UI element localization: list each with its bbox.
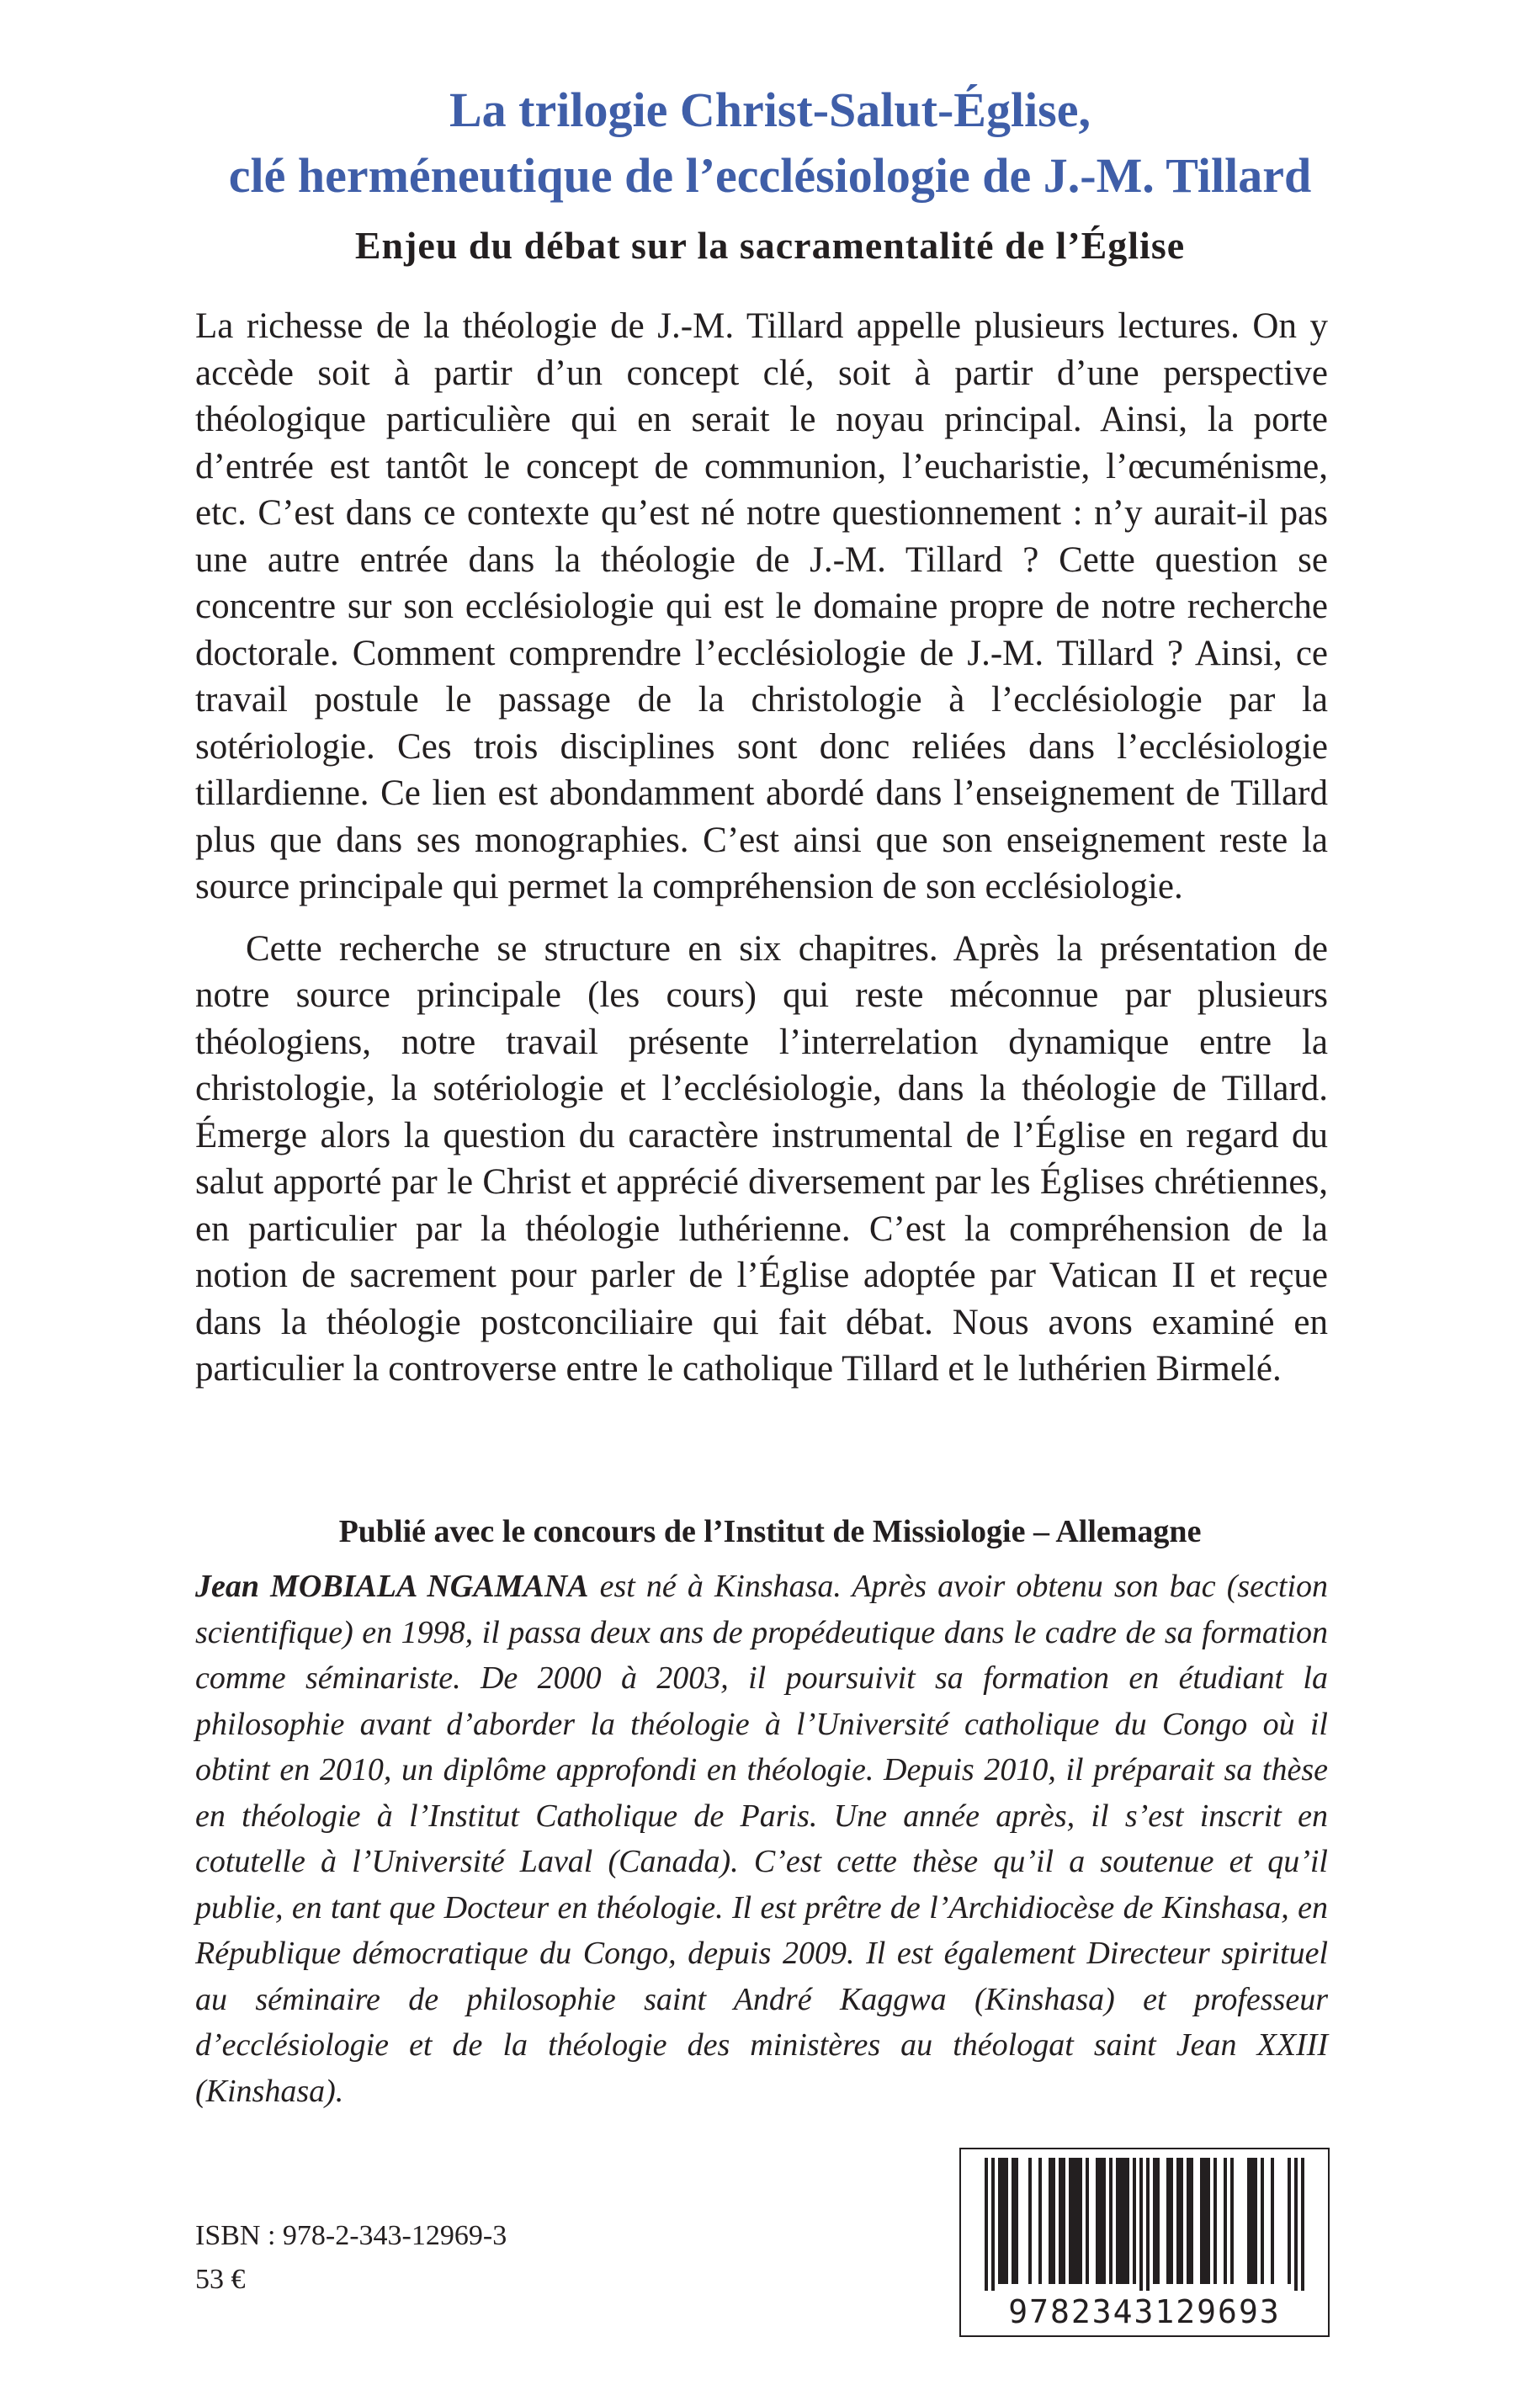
barcode-bar	[1116, 2158, 1119, 2284]
summary-paragraph-2: Cette recherche se structure en six chapitres. Après la présentation de notre source principale (les cours) qui reste méconnue par plusieurs théologiens, notre travail présente l’interrelation dynamique entre la christologie, la sotériologie et l’ecclésiologie, dans la théologie de Tillard. Émerge alors la question du caractère instrumental de l’Église en regard du salut apporté par le Christ et apprécié diversement par les Églises chrétiennes, en particulier par la théologie luthérienne. C’est la compréhension de la notion de sacrement pour parler de l’Église adoptée par Vatican II et reçue dans la théologie postconciliaire qui fait débat. Nous avons examiné en particulier la controverse entre le catholique Tillard et le luthérien Birmelé.	[195, 928, 1328, 1389]
barcode-bar	[1052, 2158, 1055, 2284]
barcode-bar	[1038, 2158, 1042, 2284]
barcode-bar	[1271, 2158, 1274, 2284]
barcode-bar	[1079, 2158, 1082, 2284]
barcode-bar	[1015, 2158, 1018, 2284]
barcode-bar	[1049, 2158, 1052, 2284]
barcode-bar	[1005, 2158, 1008, 2284]
barcode-bar	[1180, 2158, 1183, 2284]
author-name: Jean MOBIALA NGAMANA	[195, 1569, 589, 1604]
barcode-bar	[1301, 2158, 1304, 2291]
barcode-bar	[1028, 2158, 1032, 2284]
barcode-bar	[1139, 2158, 1143, 2291]
barcode-bar	[1102, 2158, 1106, 2284]
barcode-bar	[1086, 2158, 1089, 2284]
barcode-bar	[1109, 2158, 1113, 2284]
barcode-bar	[1075, 2158, 1079, 2284]
barcode-bar	[1123, 2158, 1126, 2284]
summary-text	[195, 303, 1328, 1393]
barcode-bar	[1001, 2158, 1005, 2284]
barcode-bar	[1203, 2158, 1207, 2284]
barcode-bar	[1166, 2158, 1170, 2284]
barcode-bar	[1133, 2158, 1136, 2284]
title-line-2: clé herméneutique de l’ecclésiologie de J.-M. Tillard	[228, 148, 1312, 203]
title-line-1: La trilogie Christ-Salut-Église,	[449, 82, 1091, 137]
barcode-bar	[1062, 2158, 1065, 2284]
price-label: 53 €	[195, 2264, 246, 2295]
author-bio-text: est né à Kinshasa. Après avoir obtenu son bac (section scientifique) en 1998, il passa deux ans de propédeutique dans le cadre de sa formation comme séminariste. De 2000 à 2003, il poursuivit sa formation en étudiant la philosophie avant d’aborder la théologie à l’Université catholique du Congo où il obtint en 2010, un diplôme approfondi en théologie. Depuis 2010, il préparait sa thèse en théologie à l’Institut Catholique de Paris. Une année après, il s’est inscrit en cotutelle à l’Université Laval (Canada). C’est cette thèse qu’il a soutenue et qu’il publie, en tant que Docteur en théologie. Il est prêtre de l’Archidiocèse de Kinshasa, en République démocratique du Congo, depuis 2009. Il est également Directeur spirituel au séminaire de philosophie saint André Kaggwa (Kinshasa) et professeur d’ecclésiologie et de la théologie des ministères au théologat saint Jean XXIII (Kinshasa).	[195, 1569, 1329, 2109]
barcode-bar	[1207, 2158, 1210, 2284]
barcode-bar	[1213, 2158, 1217, 2284]
barcode-bar	[1096, 2158, 1099, 2284]
barcode-bar	[1126, 2158, 1129, 2284]
barcode-bar	[998, 2158, 1001, 2284]
barcode-bar	[1247, 2158, 1251, 2284]
author-bio	[195, 1564, 1328, 2114]
barcode-bar	[1119, 2158, 1123, 2284]
barcode-bar	[1146, 2158, 1150, 2291]
barcode-bar	[1190, 2158, 1193, 2284]
barcode-bar	[991, 2158, 995, 2291]
summary-paragraph-1: La richesse de la théologie de J.-M. Tillard appelle plusieurs lectures. On y accède soit à partir d’un concept clé, soit à partir d’une perspective théologique particulière qui en serait le noyau principal. Ainsi, la porte d’entrée est tantôt le concept de communion, l’eucharistie, l’œcuménisme, etc. C’est dans ce contexte qu’est né notre questionnement : n’y aurait-il pas une autre entrée dans la théologie de J.-M. Tillard ? Cette question se concentre sur son ecclésiologie qui est le domaine propre de notre recherche doctorale. Comment comprendre l’ecclésiologie de J.-M. Tillard ? Ainsi, ce travail postule le passage de la christologie à l’ecclésiologie par la sotériologie. Ces trois disciplines sont donc reliées dans l’ecclésiologie tillardienne. Ce lien est abondamment abordé dans l’enseignement de Tillard plus que dans ses monographies. C’est ainsi que son enseignement reste la source principale qui permet la compréhension de son ecclésiologie.	[195, 306, 1328, 906]
barcode-bar	[985, 2158, 988, 2291]
barcode-bar	[1251, 2158, 1254, 2284]
barcode-bars	[973, 2158, 1316, 2291]
barcode-bar	[1059, 2158, 1062, 2284]
isbn-number: ISBN : 978-2-343-12969-3	[195, 2220, 507, 2251]
barcode-bar	[1176, 2158, 1180, 2284]
book-title	[84, 77, 1456, 209]
barcode-bar	[1170, 2158, 1173, 2284]
barcode-bar	[1156, 2158, 1160, 2284]
barcode-bar	[1187, 2158, 1190, 2284]
sponsor-note: Publié avec le concours de l’Institut de Missiologie – Allemagne	[338, 1514, 1202, 1549]
barcode	[959, 2148, 1330, 2337]
barcode-bar	[1254, 2158, 1257, 2284]
barcode-bar	[1153, 2158, 1156, 2284]
barcode-bar	[1099, 2158, 1102, 2284]
barcode-bar	[1224, 2158, 1227, 2284]
barcode-bar	[1072, 2158, 1075, 2284]
barcode-bar	[1012, 2158, 1015, 2284]
barcode-bar	[1200, 2158, 1203, 2284]
book-subtitle: Enjeu du débat sur la sacramentalité de l’Église	[354, 224, 1186, 267]
barcode-bar	[1288, 2158, 1291, 2284]
barcode-bar	[1069, 2158, 1072, 2284]
barcode-digits: 9782343129693	[1008, 2293, 1281, 2330]
barcode-bar	[1294, 2158, 1298, 2291]
barcode-bar	[1261, 2158, 1264, 2284]
barcode-bar	[1230, 2158, 1234, 2284]
